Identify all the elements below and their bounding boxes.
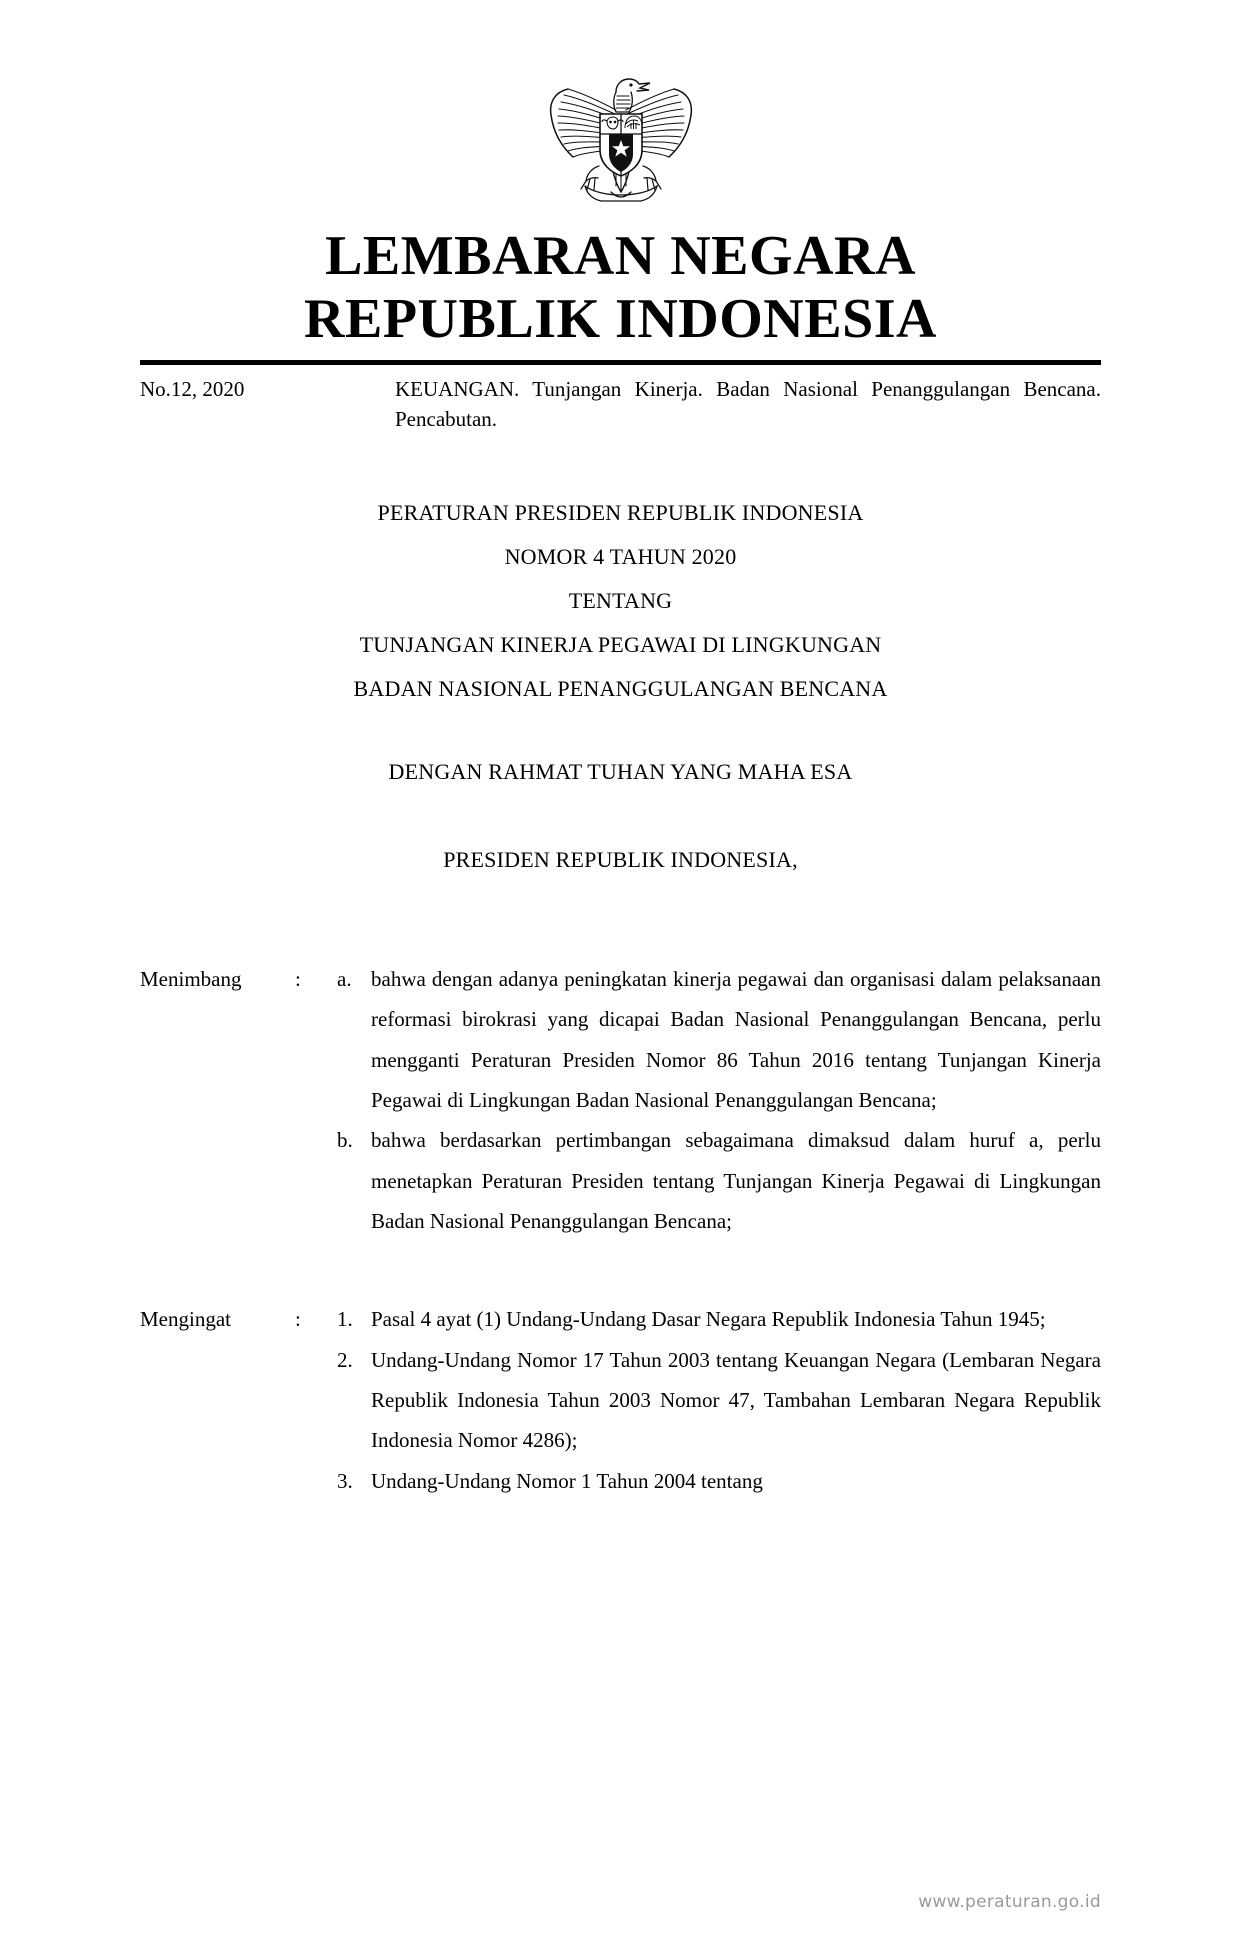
gazette-number: No.12, 2020	[140, 377, 245, 402]
item-text: Undang-Undang Nomor 1 Tahun 2004 tentang	[371, 1468, 763, 1493]
item-marker: b.	[337, 1128, 353, 1153]
mengingat-colon: :	[295, 1307, 301, 1332]
menimbang-label: Menimbang	[140, 967, 242, 992]
section-menimbang	[140, 959, 1101, 1241]
title-line-1: PERATURAN PRESIDEN REPUBLIK INDONESIA	[377, 500, 864, 526]
item-text: Undang-Undang Nomor 17 Tahun 2003 tentang Keuangan Negara (Lembaran Negara Republik Indonesia Tahun 2003 Nomor 47, Tambahan Lembaran Negara Republik Indonesia Nomor 4286);	[371, 1347, 1101, 1453]
title-line-3: TENTANG	[568, 588, 673, 614]
item-marker: a.	[337, 967, 352, 992]
list-item	[337, 1120, 1101, 1241]
regulation-title-block	[0, 491, 1241, 711]
menimbang-colon: :	[295, 967, 301, 992]
title-line-2: NOMOR 4 TAHUN 2020	[504, 544, 737, 570]
emblem-container	[0, 0, 1241, 211]
authority-text: PRESIDEN REPUBLIK INDONESIA,	[443, 847, 798, 873]
menimbang-items	[337, 959, 1101, 1241]
list-item	[337, 1340, 1101, 1461]
invocation-text: DENGAN RAHMAT TUHAN YANG MAHA ESA	[388, 759, 853, 785]
footer-watermark: www.peraturan.go.id	[918, 1892, 1101, 1912]
item-marker: 1.	[337, 1307, 353, 1332]
gazette-header	[140, 375, 1101, 435]
title-line-5: BADAN NASIONAL PENANGGULANGAN BENCANA	[353, 676, 888, 702]
item-marker: 3.	[337, 1468, 353, 1493]
mengingat-label: Mengingat	[140, 1307, 231, 1332]
masthead-line-2: REPUBLIK INDONESIA	[304, 287, 937, 350]
masthead	[0, 225, 1241, 350]
gazette-subject: KEUANGAN. Tunjangan Kinerja. Badan Nasional Penanggulangan Bencana. Pencabutan.	[395, 377, 1101, 432]
list-item	[337, 1461, 1101, 1501]
clauses-container	[140, 959, 1101, 1501]
item-text: Pasal 4 ayat (1) Undang-Undang Dasar Negara Republik Indonesia Tahun 1945;	[371, 1307, 1046, 1332]
item-marker: 2.	[337, 1347, 353, 1372]
title-line-4: TUNJANGAN KINERJA PEGAWAI DI LINGKUNGAN	[359, 632, 882, 658]
list-item	[337, 959, 1101, 1120]
mengingat-items	[337, 1299, 1101, 1501]
section-mengingat	[140, 1299, 1101, 1501]
list-item	[337, 1299, 1101, 1339]
masthead-divider	[140, 360, 1101, 365]
item-text: bahwa berdasarkan pertimbangan sebagaimana dimaksud dalam huruf a, perlu menetapkan Peraturan Presiden tentang Tunjangan Kinerja Pegawai di Lingkungan Badan Nasional Penanggulangan Bencana;	[371, 1128, 1101, 1233]
masthead-line-1: LEMBARAN NEGARA	[325, 225, 916, 287]
item-text: bahwa dengan adanya peningkatan kinerja pegawai dan organisasi dalam pelaksanaan reformasi birokrasi yang dicapai Badan Nasional Penanggulangan Bencana, perlu mengganti Peraturan Presiden Nomor 86 Tahun 2016 tentang Tunjangan Kinerja Pegawai di Lingkungan Badan Nasional Penanggulangan Bencana;	[371, 967, 1101, 1112]
garuda-pancasila-emblem	[537, 58, 705, 206]
